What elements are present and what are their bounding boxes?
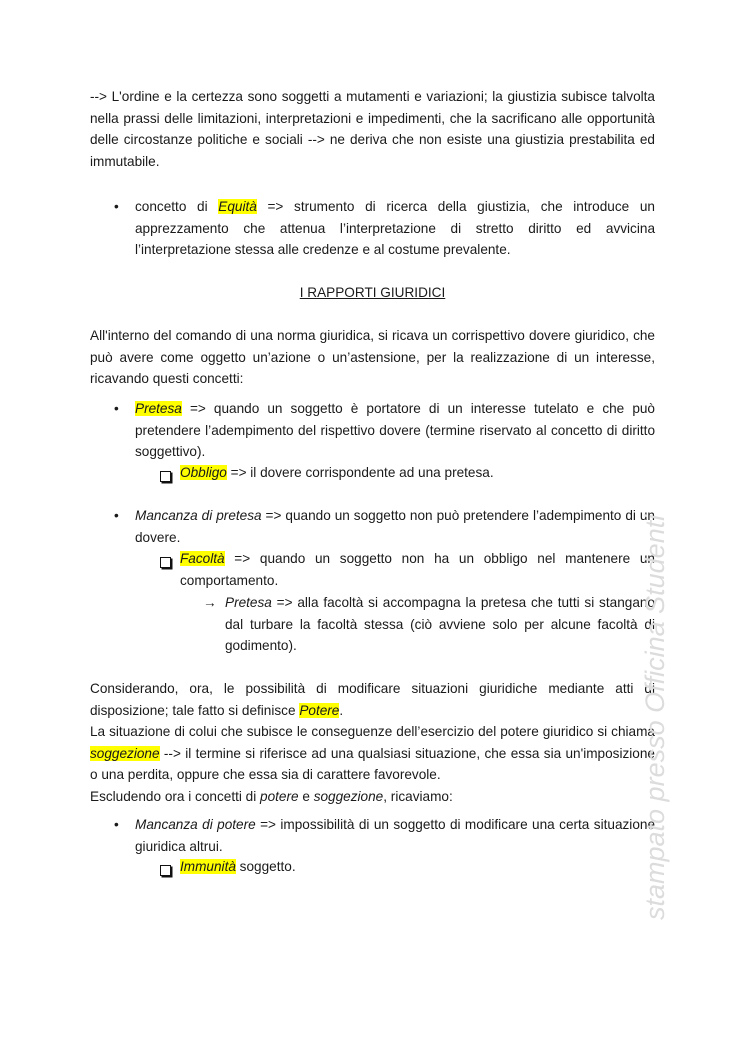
paragraph-potere	[90, 678, 655, 807]
bullet: •	[114, 817, 119, 832]
bullet: •	[114, 199, 119, 214]
list-item-pretesa-facolta	[225, 592, 655, 657]
text: => quando un soggetto non ha un obbligo nel mantenere un comportamento.	[180, 551, 655, 588]
highlight-term: Equità	[218, 199, 257, 214]
text: e	[298, 788, 314, 804]
text: => quando un soggetto è portatore di un interesse tutelato e che può pretendere l’adempimento del rispettivo dovere (termine riservato al concetto di diritto soggettivo).	[135, 401, 655, 459]
text: => strumento di ricerca della giustizia, che introduce un apprezzamento che attenua l’interpretazione di stretto diritto ed avvicina l’interpretazione stessa alle credenze e al costume prevalente.	[135, 199, 655, 257]
term: soggezione	[313, 788, 384, 804]
checkbox-bullet-icon	[160, 553, 171, 575]
text: => quando un soggetto non può pretendere l’adempimento di un dovere.	[135, 508, 655, 545]
text: --> il termine si riferisce ad una qualsiasi situazione, che essa sia un'imposizione o una perdita, oppure che essa sia di carattere favorevole.	[90, 745, 655, 782]
bullet: •	[114, 508, 119, 523]
list-item-facolta	[180, 548, 655, 591]
list-item-immunita	[180, 856, 655, 878]
text: Considerando, ora, le possibilità di modificare situazioni giuridiche mediante atti di disposizione; tale fatto si definisce	[90, 681, 655, 718]
paragraph-ordine: --> L'ordine e la certezza sono soggetti a mutamenti e variazioni; la giustizia subisce talvolta nella prassi delle limitazioni, interpretazioni e impedimenti, che la sacrificano alle opportunità delle circostanze politiche e sociali --> ne deriva che non esiste una giustizia prestabilita ed immutabile.	[90, 89, 655, 169]
list-item-mancanza-pretesa	[135, 505, 655, 548]
term: Mancanza di pretesa	[135, 508, 262, 523]
list-item-mancanza-potere	[135, 814, 655, 857]
arrow-icon: →	[203, 595, 217, 610]
text: soggetto.	[235, 859, 296, 874]
bullet: •	[114, 401, 119, 416]
highlight-term: Obbligo	[180, 465, 227, 480]
term: potere	[260, 788, 299, 804]
section-heading	[90, 282, 655, 304]
watermark: stampato presso Officina Studenti	[640, 514, 670, 920]
text: => impossibilità di un soggetto di modificare una certa situazione giuridica altrui.	[135, 817, 655, 854]
text: => il dovere corrispondente ad una pretesa.	[226, 465, 494, 480]
text: , ricaviamo:	[383, 788, 453, 804]
text: concetto di	[135, 199, 219, 214]
list-item-equita	[135, 196, 655, 261]
term: Mancanza di potere	[135, 817, 256, 832]
list-item-pretesa	[135, 398, 655, 463]
heading-text: I RAPPORTI GIURIDICI	[299, 285, 446, 300]
text: => alla facoltà si accompagna la pretesa che tutti si stangano dal turbare la facoltà stessa (ciò avviene solo per alcune facoltà di godimento).	[225, 595, 655, 653]
paragraph-comando: All'interno del comando di una norma giuridica, si ricava un corrispettivo dovere giuridico, che può avere come oggetto un’azione o un’astensione, per la realizzazione di un interesse, ricavando questi concetti:	[90, 328, 655, 386]
highlight-term: Potere	[299, 702, 340, 718]
checkbox-bullet-icon	[160, 467, 171, 489]
highlight-term: Immunità	[180, 859, 236, 874]
text: Escludendo ora i concetti di	[90, 788, 261, 804]
text: .	[339, 702, 344, 718]
highlight-term: soggezione	[90, 745, 160, 761]
text: La situazione di colui che subisce le conseguenze dell’esercizio del potere giuridico si chiama	[90, 724, 655, 739]
list-item-obbligo	[180, 462, 655, 484]
checkbox-bullet-icon	[160, 861, 171, 883]
highlight-term: Pretesa	[135, 401, 182, 416]
highlight-term: Facoltà	[180, 551, 225, 566]
term: Pretesa	[225, 595, 272, 610]
